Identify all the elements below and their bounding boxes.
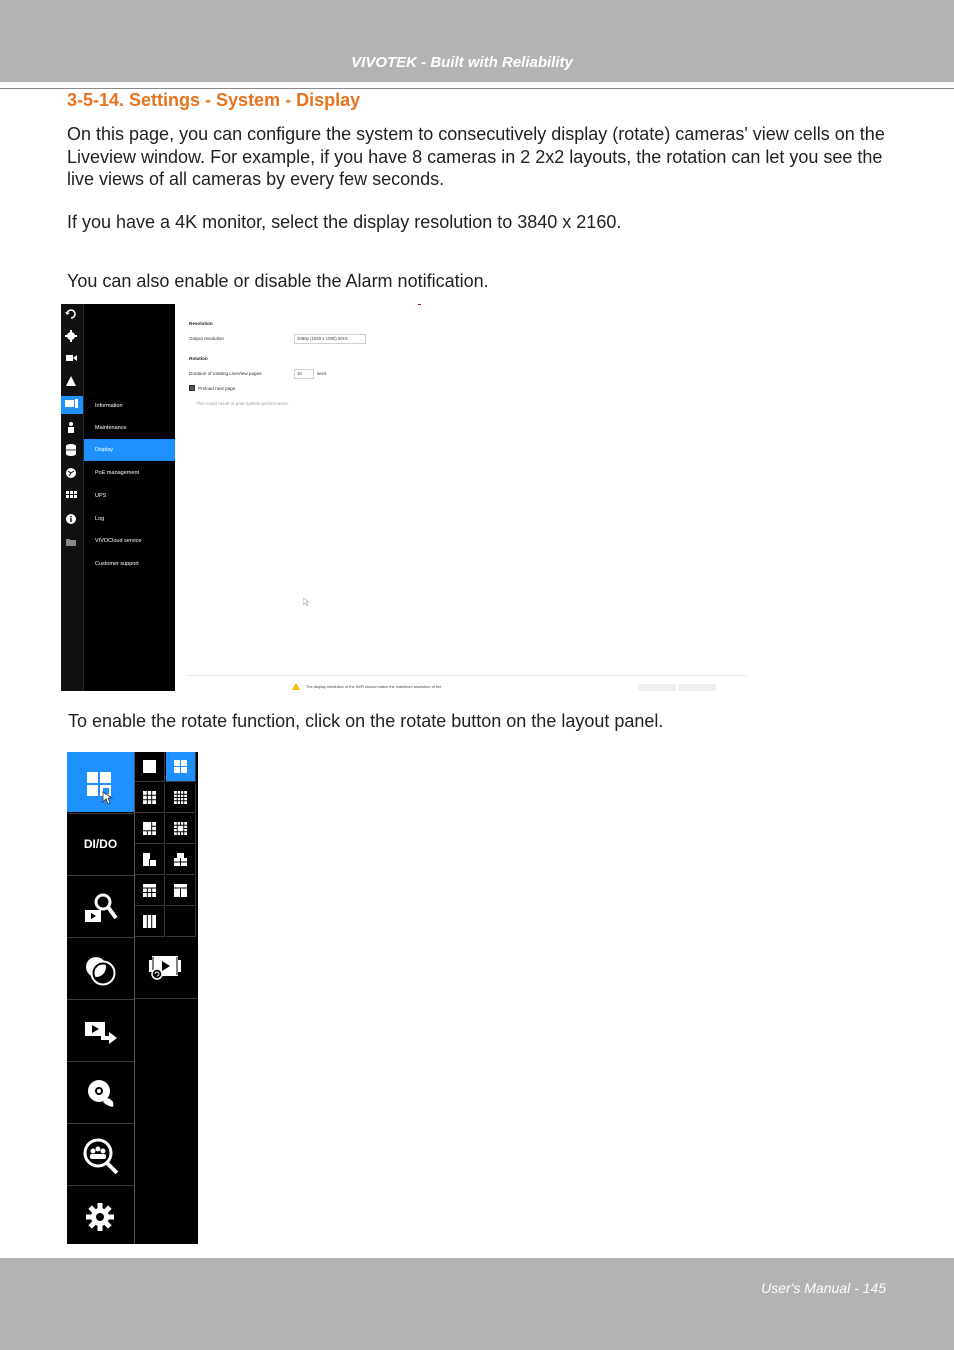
export-button[interactable] xyxy=(67,1000,134,1060)
red-mark xyxy=(418,304,421,305)
camera-icon[interactable] xyxy=(61,350,83,368)
back-arrow-icon[interactable] xyxy=(61,306,83,324)
layout-1p12-icon xyxy=(173,821,189,837)
menu-item-customer-support[interactable]: Customer support xyxy=(95,561,139,567)
menu-item-display[interactable]: Display xyxy=(84,439,175,461)
info-icon[interactable] xyxy=(61,511,83,529)
layout-3col-button[interactable] xyxy=(135,907,165,937)
overlap-button[interactable] xyxy=(67,938,134,998)
layout-1p2-icon xyxy=(173,883,189,899)
menu-item-poe-management[interactable]: PoE management xyxy=(95,470,140,476)
mouse-cursor-icon xyxy=(303,594,309,612)
layout-1p2-button[interactable] xyxy=(166,876,196,906)
preload-hint: This could result in poor system performance. xyxy=(196,401,289,406)
page-header xyxy=(0,0,954,82)
system-submenu xyxy=(83,304,175,691)
layout-2x3-icon xyxy=(142,883,158,899)
section-title: 3-5-14. Settings - System - Display xyxy=(67,90,361,110)
di-do-label: DI/DO xyxy=(83,837,118,851)
page-number: User's Manual - 145 xyxy=(761,1280,886,1296)
layout-empty-cell xyxy=(166,907,196,937)
layout-1p12-button[interactable] xyxy=(166,814,196,844)
output-resolution-select[interactable]: 1080p (1920 x 1080) 60Hz xyxy=(294,334,366,344)
preload-label: Preload next page xyxy=(198,386,236,391)
layout-button[interactable] xyxy=(67,752,134,812)
layout-1p3-button[interactable] xyxy=(135,845,165,875)
layout-4x4-button[interactable] xyxy=(166,783,196,813)
overlap-circles-icon xyxy=(81,950,121,990)
layout-3x3-icon xyxy=(142,790,158,806)
content-divider xyxy=(187,675,747,676)
user-icon[interactable] xyxy=(61,419,83,437)
rotate-play-icon xyxy=(148,952,184,982)
duration-label: Duration of rotating LiveView pages xyxy=(189,371,262,376)
menu-item-information[interactable]: Information xyxy=(95,403,123,409)
duration-unit: secs xyxy=(317,371,327,376)
search-playback-button[interactable] xyxy=(67,876,134,936)
layout-2x2-icon xyxy=(173,759,189,775)
paragraph-4k-monitor: If you have a 4K monitor, select the display resolution to 3840 x 2160. xyxy=(67,212,622,232)
preload-checkbox[interactable] xyxy=(189,385,195,391)
search-playback-icon xyxy=(81,888,121,928)
layout-1x1-button[interactable] xyxy=(135,752,165,782)
display-settings-screenshot xyxy=(61,304,749,691)
cancel-button[interactable] xyxy=(678,684,716,691)
people-search-button[interactable] xyxy=(67,1124,134,1184)
settings-button[interactable] xyxy=(67,1186,134,1244)
header-title: VIVOTEK - Built with Reliability xyxy=(351,54,573,71)
folder-icon[interactable] xyxy=(61,534,83,552)
warning-text: The display resolution of the NVR should match the maximum resolution of the xyxy=(306,684,442,689)
layout-1x1-icon xyxy=(142,759,158,775)
export-icon xyxy=(81,1012,121,1052)
layout-icon xyxy=(81,764,121,804)
paragraph-rotate-intro: On this page, you can configure the system to consecutively display (rotate) cameras' view cells on the Liveview window. For example, if you have 8 cameras in 2 2x2 layouts, the rotation can let you see the live views of all cameras by every few seconds. xyxy=(67,124,885,189)
rotation-heading: Rotation xyxy=(189,356,208,361)
layout-2p3-icon xyxy=(173,852,189,868)
people-search-icon xyxy=(81,1136,121,1176)
settings-icon-bar xyxy=(61,304,83,691)
apply-button[interactable] xyxy=(638,684,676,691)
menu-item-maintenance[interactable]: Maintenance xyxy=(95,425,127,431)
warning-icon xyxy=(292,683,300,690)
menu-item-vivocloud-service[interactable]: VIVOCloud service xyxy=(95,538,142,544)
alarm-bell-icon xyxy=(81,1074,121,1114)
display-settings-content xyxy=(187,304,747,691)
page-footer xyxy=(0,1258,954,1350)
grid-icon[interactable] xyxy=(61,488,83,506)
layout-grid-panel xyxy=(134,752,198,1244)
network-icon[interactable] xyxy=(61,465,83,483)
alert-icon[interactable] xyxy=(61,373,83,391)
alarm-button[interactable] xyxy=(67,1062,134,1122)
duration-input[interactable]: 10 xyxy=(294,369,314,379)
layout-3x3-button[interactable] xyxy=(135,783,165,813)
header-rule xyxy=(0,88,954,89)
layout-1p3-icon xyxy=(142,852,158,868)
layout-4x4-icon xyxy=(173,790,189,806)
layout-3col-icon xyxy=(142,914,158,930)
output-resolution-label: Output resolution xyxy=(189,336,224,341)
di-do-button[interactable] xyxy=(67,814,134,874)
menu-item-log[interactable]: Log xyxy=(95,516,105,522)
layout-2p3-button[interactable] xyxy=(166,845,196,875)
layout-panel-screenshot xyxy=(67,752,198,1244)
layout-2x3-button[interactable] xyxy=(135,876,165,906)
layout-2x2-button[interactable] xyxy=(166,752,196,782)
layout-1p5-icon xyxy=(142,821,158,837)
resolution-heading: Resolution xyxy=(189,321,213,326)
rotate-button[interactable] xyxy=(135,937,197,999)
gear-icon[interactable] xyxy=(61,328,83,346)
layout-1p5-button[interactable] xyxy=(135,814,165,844)
system-display-icon[interactable] xyxy=(61,396,83,414)
menu-item-ups[interactable]: UPS xyxy=(95,493,107,499)
paragraph-alarm: You can also enable or disable the Alarm notification. xyxy=(67,271,489,291)
storage-icon[interactable] xyxy=(61,442,83,460)
paragraph-rotate-button: To enable the rotate function, click on the rotate button on the layout panel. xyxy=(68,711,664,731)
settings-gear-icon xyxy=(81,1198,121,1238)
